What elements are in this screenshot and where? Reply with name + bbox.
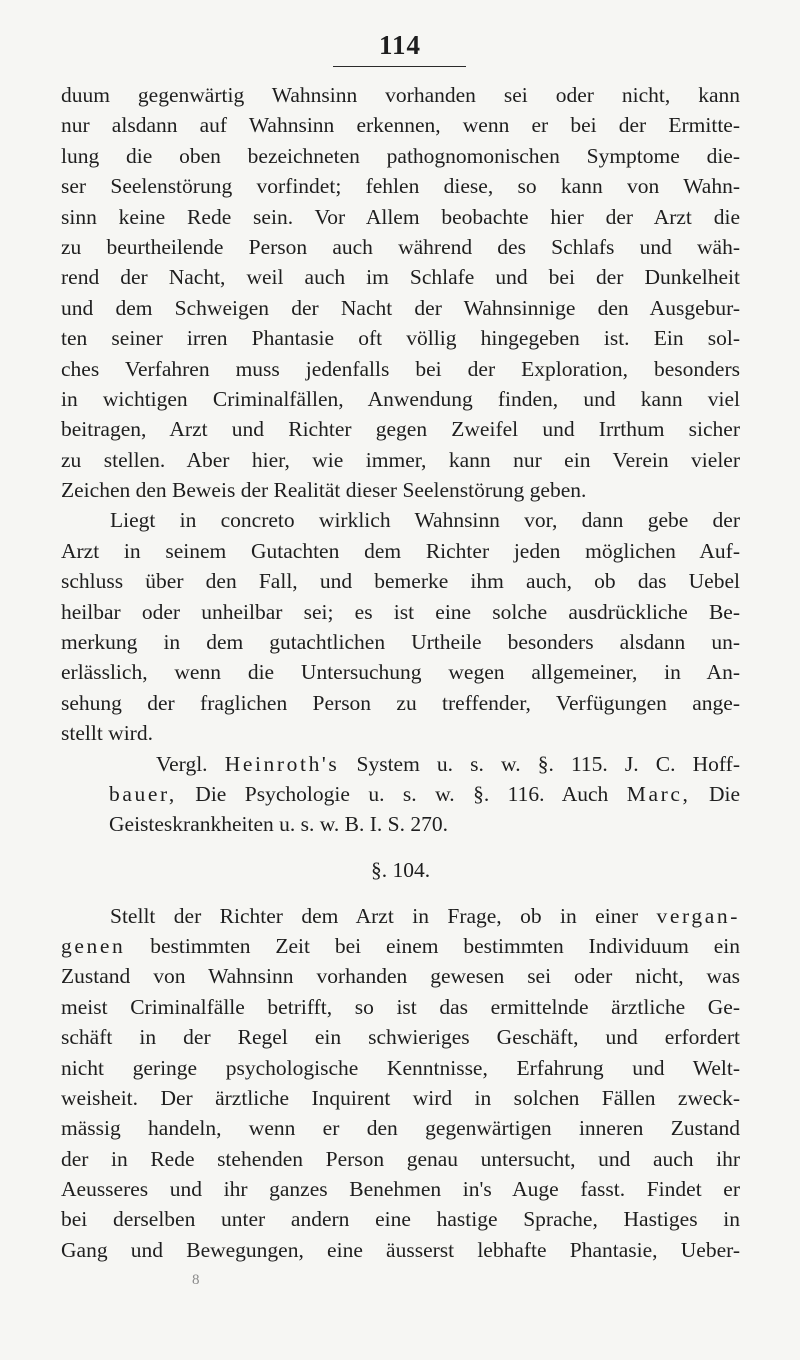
header-rule [333, 66, 466, 67]
text-line: zu beurtheilende Person auch während des Schlafs und wäh- [61, 234, 740, 259]
paragraph-2 [61, 505, 740, 748]
author-name: Marc, [626, 781, 691, 806]
text-line: Stellt der Richter dem Arzt in Frage, ob in einer vergan- [110, 903, 740, 928]
text-line: Aeusseres und ihr ganzes Benehmen in's Auge fasst. Findet er [61, 1177, 740, 1202]
emphasized-word: vergan- [656, 903, 740, 928]
text-line: duum gegenwärtig Wahnsinn vorhanden sei oder nicht, kann [61, 83, 740, 107]
text-line: weisheit. Der ärztliche Inquirent wird in solchen Fällen zweck- [61, 1085, 740, 1110]
reference-line: bauer, Die Psychologie u. s. w. §. 116. Auch Marc, Die [109, 781, 741, 806]
text-line: meist Criminalfälle betrifft, so ist das ermittelnde ärztliche Ge- [61, 994, 740, 1019]
text-line: beitragen, Arzt und Richter gegen Zweifel und Irrthum sicher [61, 417, 740, 442]
text-line: ser Seelenstörung vorfindet; fehlen diese, so kann von Wahn- [61, 174, 740, 199]
text-line: schluss über den Fall, und bemerke ihm auch, ob das Uebel [61, 569, 740, 594]
paragraph-1 [61, 80, 740, 505]
text-line: Arzt in seinem Gutachten dem Richter jeden möglichen Auf- [61, 538, 740, 563]
text-line: nur alsdann auf Wahnsinn erkennen, wenn er bei der Ermitte- [61, 113, 740, 138]
text-line: merkung in dem gutachtlichen Urtheile besonders alsdann un- [61, 630, 740, 655]
reference-line: Geisteskrankheiten u. s. w. B. I. S. 270. [109, 812, 448, 837]
text-line: Zeichen den Beweis der Realität dieser Seelenstörung geben. [61, 478, 587, 503]
emphasized-word: genen [61, 933, 126, 958]
text-line: genen bestimmten Zeit bei einem bestimmten Individuum ein [61, 933, 740, 958]
text-line: Zustand von Wahnsinn vorhanden gewesen sei oder nicht, was [61, 964, 740, 989]
text-line: und dem Schweigen der Nacht der Wahnsinnige den Ausgebur- [61, 295, 740, 320]
text-line: nicht geringe psychologische Kenntnisse, Erfahrung und Welt- [61, 1055, 740, 1080]
reference-line: Vergl. Heinroth's System u. s. w. §. 115. J. C. Hoff- [156, 751, 740, 776]
text-line: ches Verfahren muss jedenfalls bei der Exploration, besonders [61, 356, 740, 381]
text-line: schäft in der Regel ein schwieriges Geschäft, und erfordert [61, 1025, 740, 1050]
text-line: ten seiner irren Phantasie oft völlig hingegeben ist. Ein sol- [61, 326, 740, 351]
literature-reference [61, 749, 740, 840]
text-line: Gang und Bewegungen, eine äusserst lebhafte Phantasie, Ueber- [61, 1237, 740, 1262]
author-name: bauer, [109, 781, 177, 806]
text-line: bei derselben unter andern eine hastige Sprache, Hastiges in [61, 1207, 740, 1232]
section-heading: §. 104. [370, 857, 431, 882]
signature-mark: 8 [192, 1272, 200, 1288]
text-line: sinn keine Rede sein. Vor Allem beobachte hier der Arzt die [61, 204, 740, 229]
page-number: 114 [378, 30, 421, 60]
text-line: lung die oben bezeichneten pathognomonischen Symptome die- [61, 143, 740, 168]
text-line: in wichtigen Criminalfällen, Anwendung finden, und kann viel [61, 386, 740, 411]
text-line: sehung der fraglichen Person zu treffender, Verfügungen ange- [61, 690, 740, 715]
text-line: heilbar oder unheilbar sei; es ist eine solche ausdrückliche Be- [61, 599, 740, 624]
text-line: stellt wird. [61, 721, 153, 746]
text-line: Liegt in concreto wirklich Wahnsinn vor, dann gebe der [110, 508, 740, 533]
paragraph-3 [61, 901, 740, 1266]
text-line: rend der Nacht, weil auch im Schlafe und bei der Dunkelheit [61, 265, 740, 290]
text-line: der in Rede stehenden Person genau untersucht, und auch ihr [61, 1146, 740, 1171]
author-name: Heinroth's [224, 751, 340, 776]
text-line: mässig handeln, wenn er den gegenwärtigen inneren Zustand [61, 1116, 740, 1141]
text-line: erlässlich, wenn die Untersuchung wegen allgemeiner, in An- [61, 660, 740, 685]
text-line: zu stellen. Aber hier, wie immer, kann nur ein Verein vieler [61, 447, 740, 472]
page-body [61, 80, 740, 1265]
